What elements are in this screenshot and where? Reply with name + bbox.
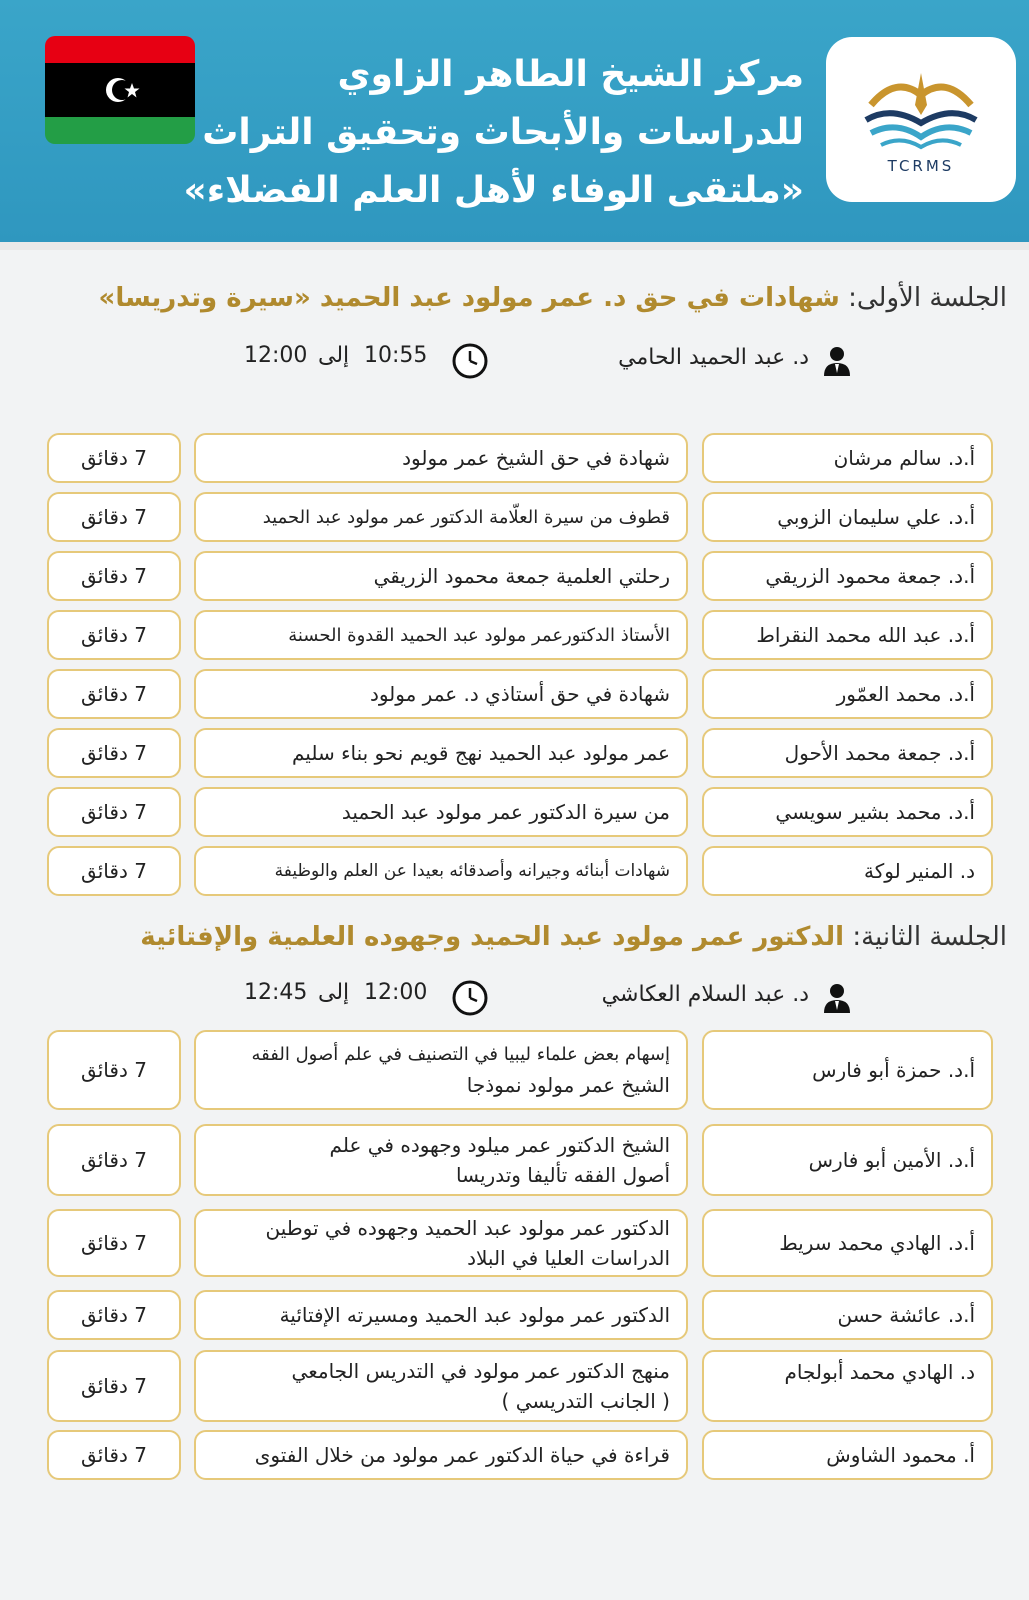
book-pen-logo-icon <box>851 65 991 155</box>
table-row-topic: شهادة في حق الشيخ عمر مولود <box>194 433 688 483</box>
session2-time-sep: إلى <box>318 980 350 1005</box>
libya-flag-icon <box>45 36 195 144</box>
session1-time-sep: إلى <box>318 343 350 368</box>
table-row-topic: الدكتور عمر مولود عبد الحميد وجهوده في توطين الدراسات العليا في البلاد <box>194 1209 688 1277</box>
table-row-name: أ.د. سالم مرشان <box>702 433 993 483</box>
header-title <box>183 46 804 220</box>
logo-text: TCRMS <box>887 156 955 175</box>
table-row-name: أ.د. محمد بشير سويسي <box>702 787 993 837</box>
table-row-topic: إسهام بعض علماء ليبيا في التصنيف في علم أصول الفقه الشيخ عمر مولود نموذجا <box>194 1030 688 1110</box>
table-row-name: أ.د. عبد الله محمد النقراط <box>702 610 993 660</box>
table-row-topic: شهادات أبنائه وجيرانه وأصدقائه بعيدا عن العلم والوظيفة <box>194 846 688 896</box>
table-row-name: أ.د. جمعة محمد الأحول <box>702 728 993 778</box>
table-row-name: أ.د. حمزة أبو فارس <box>702 1030 993 1110</box>
table-row-name: أ.د. علي سليمان الزوبي <box>702 492 993 542</box>
table-row-topic: قراءة في حياة الدكتور عمر مولود من خلال الفتوى <box>194 1430 688 1480</box>
table-row-name: أ.د. الأمين أبو فارس <box>702 1124 993 1196</box>
table-row-name: أ.د. عائشة حسن <box>702 1290 993 1340</box>
table-row-name: د. المنير لوكة <box>702 846 993 896</box>
clock-icon <box>452 980 488 1016</box>
table-row-duration: 7 دقائق <box>47 669 181 719</box>
table-row-name: أ. محمود الشاوش <box>702 1430 993 1480</box>
table-row-duration: 7 دقائق <box>47 846 181 896</box>
session1-chair: د. عبد الحميد الحامي <box>618 345 809 370</box>
table-row-topic: شهادة في حق أستاذي د. عمر مولود <box>194 669 688 719</box>
table-row-name: أ.د. الهادي محمد سريط <box>702 1209 993 1277</box>
table-row-duration: 7 دقائق <box>47 1290 181 1340</box>
table-row-topic: الدكتور عمر مولود عبد الحميد ومسيرته الإفتائية <box>194 1290 688 1340</box>
table-row-topic: رحلتي العلمية جمعة محمود الزريقي <box>194 551 688 601</box>
table-row-topic: منهج الدكتور عمر مولود في التدريس الجامعي ( الجانب التدريسي ) <box>194 1350 688 1422</box>
table-row-duration: 7 دقائق <box>47 728 181 778</box>
session1-time-from: 10:55 <box>364 343 428 368</box>
table-row-topic: قطوف من سيرة العلّامة الدكتور عمر مولود عبد الحميد <box>194 492 688 542</box>
title-line-2: للدراسات والأبحاث وتحقيق التراث <box>202 112 804 153</box>
table-row-name: د. الهادي محمد أبولجام <box>702 1350 993 1422</box>
session2-topic: الدكتور عمر مولود عبد الحميد وجهوده العلمية والإفتائية <box>140 922 845 952</box>
session2-time-to: 12:45 <box>244 980 308 1005</box>
session1-topic: شهادات في حق د. عمر مولود عبد الحميد «سيرة وتدريسا» <box>98 283 840 313</box>
session1-meta <box>0 343 1029 383</box>
session1-title <box>99 283 1007 313</box>
session2-meta <box>0 980 1029 1020</box>
session2-prefix: الجلسة الثانية: <box>844 922 1007 952</box>
table-row-topic: من سيرة الدكتور عمر مولود عبد الحميد <box>194 787 688 837</box>
session2-title <box>140 922 1007 952</box>
table-row-duration: 7 دقائق <box>47 1430 181 1480</box>
table-row-name: أ.د. محمد العمّور <box>702 669 993 719</box>
title-line-1: مركز الشيخ الطاهر الزاوي <box>337 54 804 95</box>
session2-time-from: 12:00 <box>364 980 428 1005</box>
person-icon <box>822 982 852 1014</box>
table-row-name: أ.د. جمعة محمود الزريقي <box>702 551 993 601</box>
table-row-duration: 7 دقائق <box>47 787 181 837</box>
clock-icon <box>452 343 488 379</box>
table-row-duration: 7 دقائق <box>47 610 181 660</box>
table-row-duration: 7 دقائق <box>47 1030 181 1110</box>
person-icon <box>822 345 852 377</box>
title-line-3: «ملتقى الوفاء لأهل العلم الفضلاء» <box>183 170 804 211</box>
table-row-duration: 7 دقائق <box>47 1350 181 1422</box>
center-logo <box>826 37 1016 202</box>
table-row-topic: الشيخ الدكتور عمر ميلود وجهوده في علم أصول الفقه تأليفا وتدريسا <box>194 1124 688 1196</box>
session1-prefix: الجلسة الأولى: <box>839 283 1007 313</box>
table-row-duration: 7 دقائق <box>47 433 181 483</box>
crescent-star-icon <box>102 72 142 108</box>
session1-time-to: 12:00 <box>244 343 308 368</box>
table-row-topic: الأستاذ الدكتورعمر مولود عبد الحميد القدوة الحسنة <box>194 610 688 660</box>
table-row-topic: عمر مولود عبد الحميد نهج قويم نحو بناء سليم <box>194 728 688 778</box>
table-row-duration: 7 دقائق <box>47 1124 181 1196</box>
header-banner <box>0 0 1029 250</box>
table-row-duration: 7 دقائق <box>47 551 181 601</box>
session2-chair: د. عبد السلام العكاشي <box>601 982 809 1007</box>
table-row-duration: 7 دقائق <box>47 1209 181 1277</box>
table-row-duration: 7 دقائق <box>47 492 181 542</box>
